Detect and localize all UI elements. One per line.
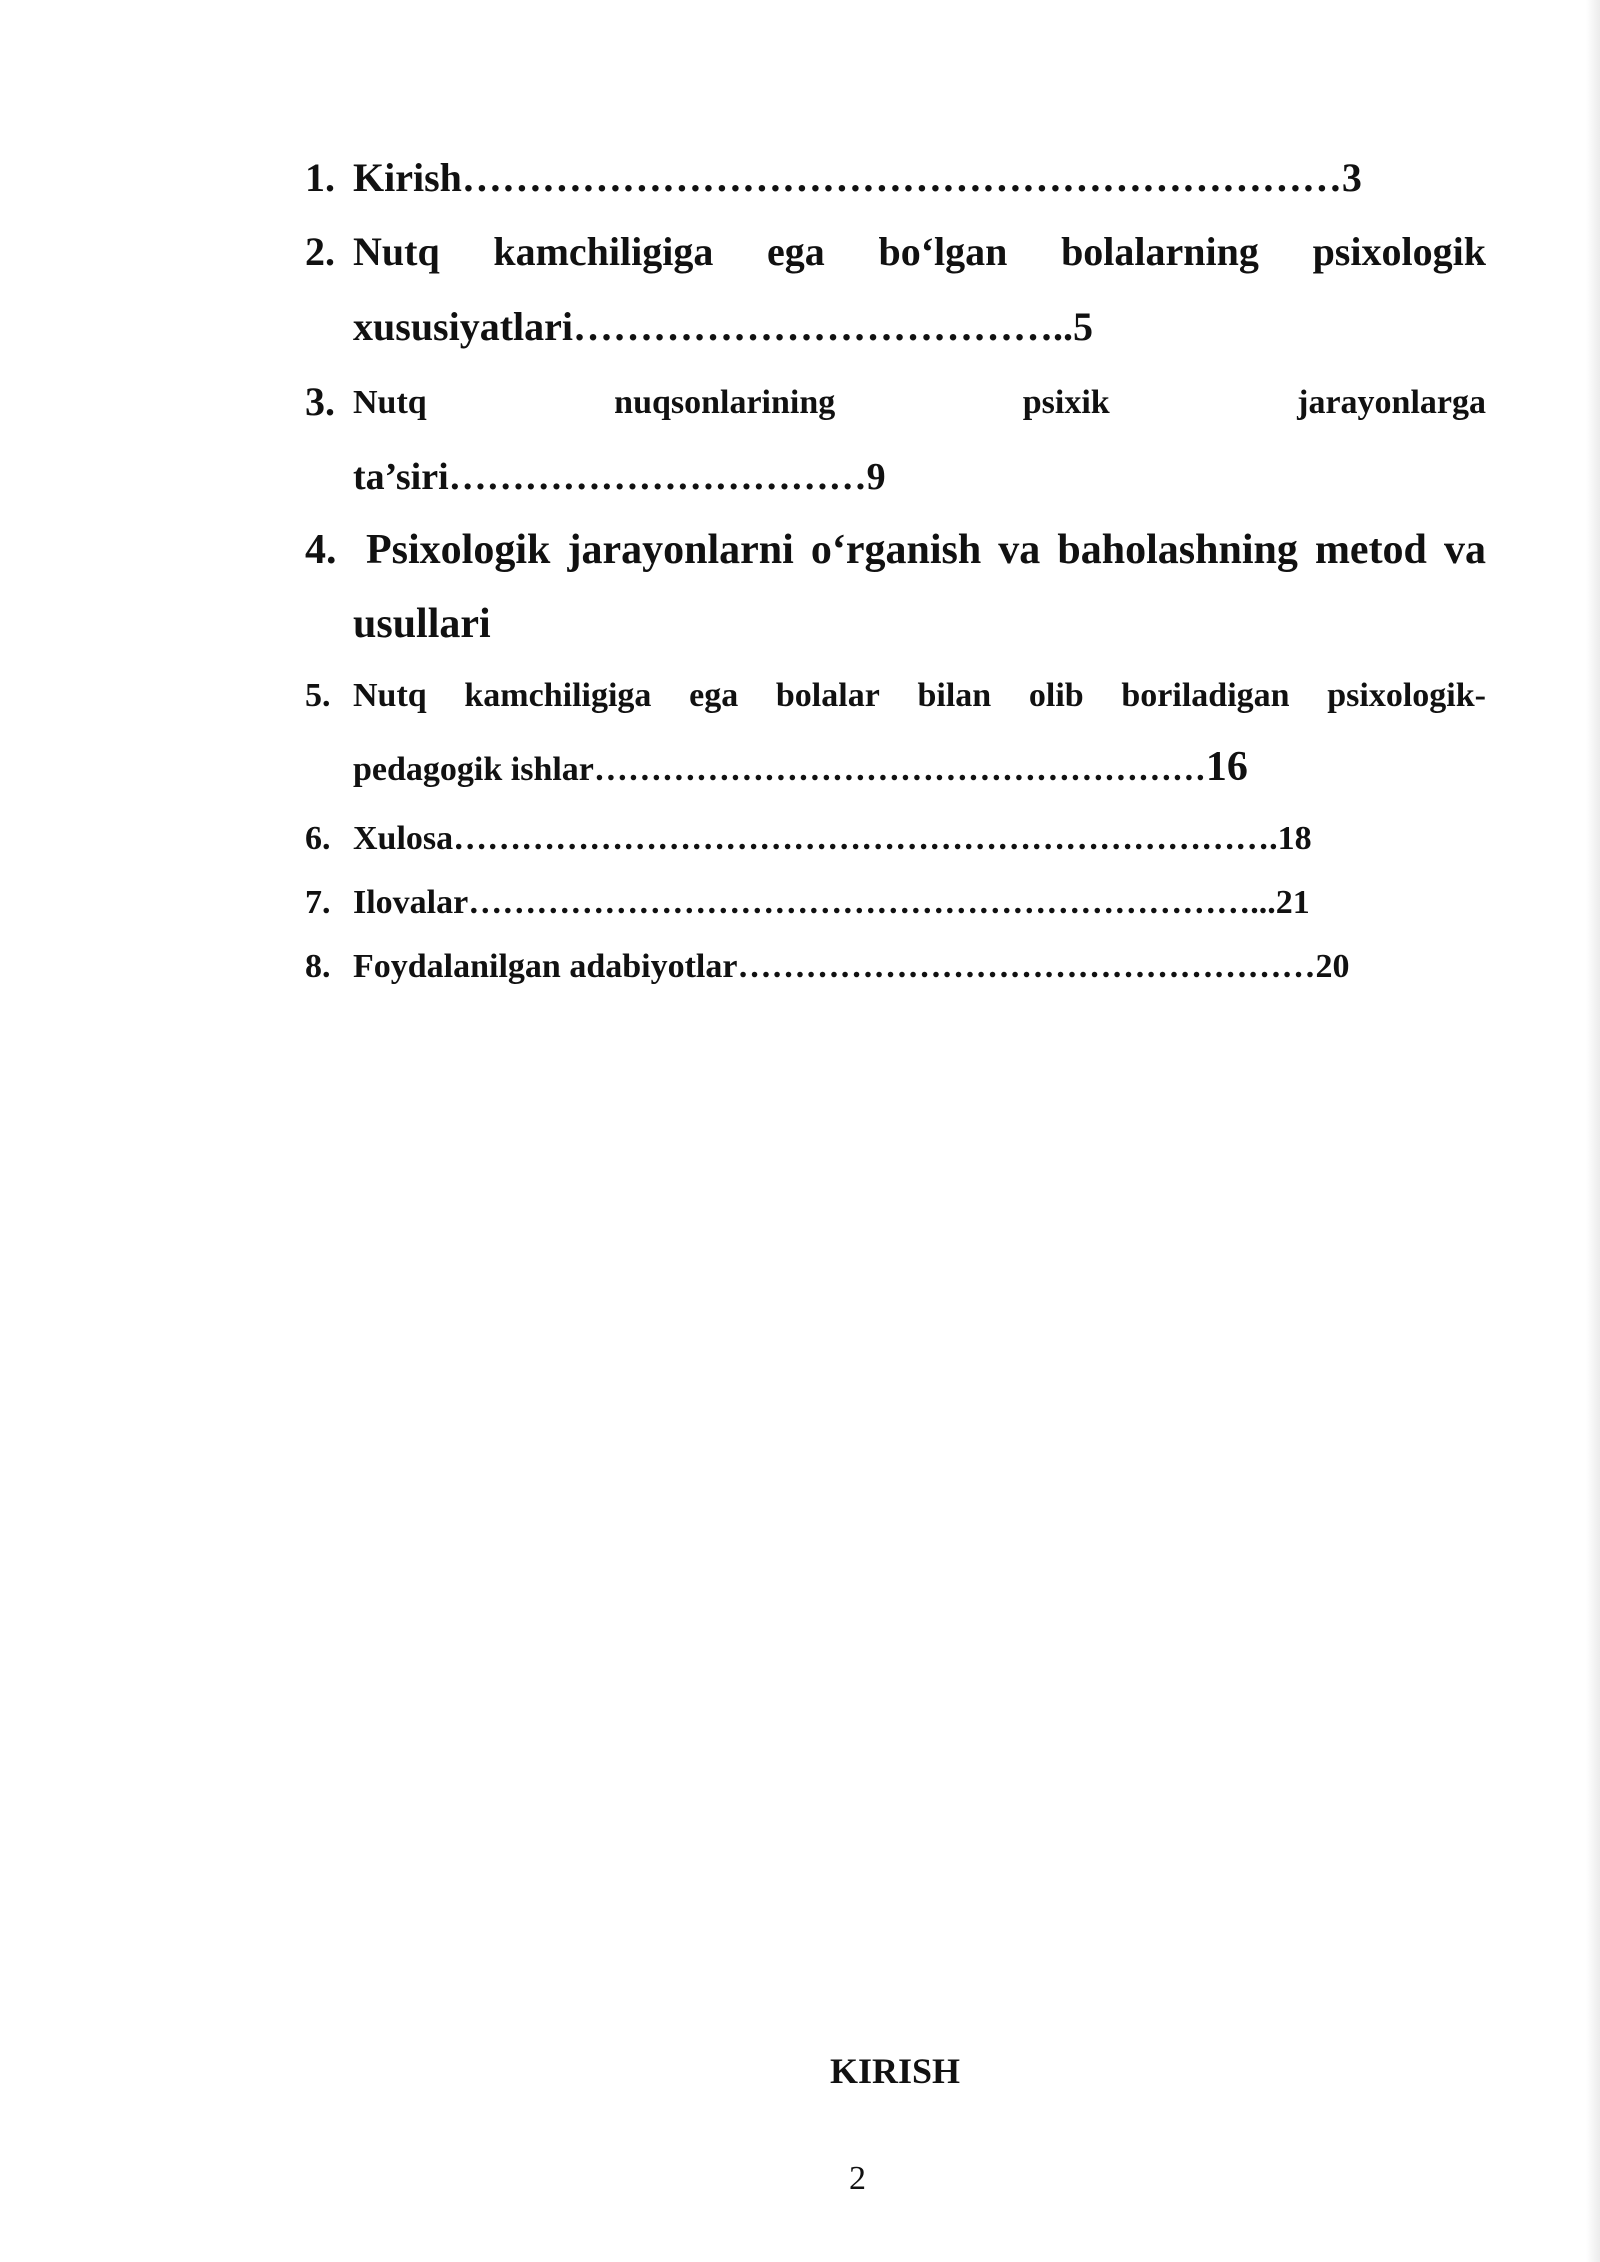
toc-number: 6. [305, 820, 331, 857]
toc-word: Nutq [353, 229, 440, 274]
toc-word: Nutq [353, 384, 427, 421]
toc-word: bo‘lgan [878, 229, 1008, 274]
toc-word: Psixologik [366, 527, 551, 573]
toc-entry-adabiyotlar: Foydalanilgan adabiyotlar……………………………………………20 [353, 948, 1350, 985]
toc-word: va [1444, 527, 1486, 573]
toc-page-number: 16 [1205, 744, 1248, 790]
toc-word: bilan [917, 677, 992, 714]
toc-entry-line [366, 526, 1486, 574]
section-heading: KIRISH [829, 2051, 961, 2091]
toc-entry-xulosa: Xulosa……………………………………………………………….18 [353, 820, 1312, 857]
toc-word: psixologik- [1327, 677, 1486, 714]
toc-word: bolalar [775, 677, 880, 714]
toc-number: 3. [305, 379, 335, 424]
toc-word: kamchiligiga [464, 677, 652, 714]
toc-entry-line [353, 228, 1486, 275]
toc-entry-continuation: usullari [353, 601, 491, 647]
toc-word: jarayonlarga [1297, 384, 1486, 421]
page-edge-shadow [1586, 0, 1600, 2262]
toc-entry-continuation [353, 743, 1248, 791]
toc-number: 5. [305, 677, 331, 714]
toc-entry-line [353, 384, 1486, 422]
toc-word: jarayonlarni [567, 527, 794, 573]
toc-number: 4. [305, 527, 337, 573]
toc-entry-text: pedagogik ishlar……………………………………………… [353, 751, 1206, 788]
toc-word: metod [1314, 527, 1427, 573]
toc-word: ega [767, 229, 825, 274]
toc-word: ega [689, 677, 739, 714]
toc-word: Nutq [353, 677, 427, 714]
toc-word: bolalarning [1061, 229, 1259, 274]
toc-word: baholashning [1057, 527, 1298, 573]
toc-number: 1. [305, 155, 335, 200]
toc-entry-kirish: Kirish…………………………………………………………3 [353, 155, 1362, 200]
toc-entry-line [353, 677, 1486, 715]
toc-number: 8. [305, 948, 331, 985]
toc-entry-ilovalar: Ilovalar……………………………………………………………...21 [353, 884, 1310, 921]
toc-word: o‘rganish [810, 527, 982, 573]
toc-word: olib [1028, 677, 1084, 714]
toc-number: 7. [305, 884, 331, 921]
toc-number: 2. [305, 229, 335, 274]
toc-entry-continuation: ta’siri……………………………9 [353, 456, 886, 498]
toc-word: va [998, 527, 1041, 573]
toc-word: psixologik [1312, 229, 1486, 274]
page-number: 2 [849, 2160, 866, 2197]
toc-entry-continuation: xususiyatlari………………………………..5 [353, 304, 1094, 349]
toc-word: psixik [1022, 384, 1110, 421]
toc-word: kamchiligiga [493, 229, 714, 274]
toc-word: nuqsonlarining [614, 384, 836, 421]
toc-word: boriladigan [1121, 677, 1290, 714]
